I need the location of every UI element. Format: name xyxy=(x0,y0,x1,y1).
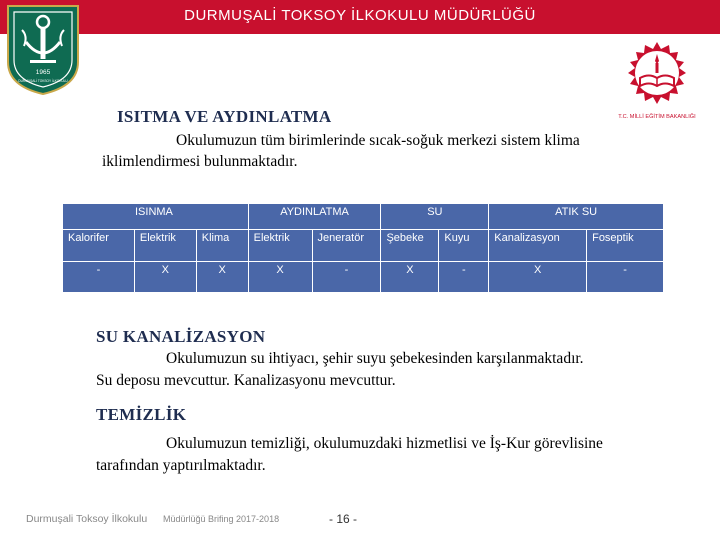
subheader-cell: Kuyu xyxy=(439,230,489,262)
heating-heading: ISITMA VE AYDINLATMA xyxy=(117,107,332,126)
water-text-line2: Su deposu mevcuttur. Kanalizasyonu mevcuttur. xyxy=(96,372,396,389)
water-heading: SU KANALİZASYON xyxy=(96,327,266,346)
subheader-cell: Şebeke xyxy=(381,230,439,262)
school-emblem-icon xyxy=(4,2,82,96)
subheader-cell: Kanalizasyon xyxy=(489,230,587,262)
emblem-caption-right: T.C. MİLLİ EĞİTİM BAKANLIĞI xyxy=(618,114,696,120)
cleaning-heading: TEMİZLİK xyxy=(96,405,187,424)
table-group-row xyxy=(63,204,664,230)
group-lighting: AYDINLATMA xyxy=(248,204,381,230)
heating-text-line2: iklimlendirmesi bulunmaktadır. xyxy=(102,153,298,170)
subheader-cell: Foseptik xyxy=(587,230,664,262)
group-heating: ISINMA xyxy=(63,204,249,230)
cleaning-text-line1: Okulumuzun temizliği, okulumuzdaki hizmetlisi ve İş-Kur görevlisine xyxy=(166,435,603,452)
meb-emblem-icon xyxy=(612,40,702,128)
value-cell: X xyxy=(248,262,312,293)
emblem-year: 1965 xyxy=(35,69,51,76)
value-cell: X xyxy=(489,262,587,293)
page-title: DURMUŞALİ TOKSOY İLKOKULU MÜDÜRLÜĞÜ xyxy=(184,7,536,24)
value-cell: - xyxy=(312,262,381,293)
group-water: SU xyxy=(381,204,489,230)
cleaning-text-line2: tarafından yaptırılmaktadır. xyxy=(96,457,266,474)
table-subheader-row xyxy=(63,230,664,262)
subheader-cell: Jeneratör xyxy=(312,230,381,262)
emblem-caption: DURMUŞALİ TOKSOY İLKOKULU xyxy=(18,79,68,83)
subheader-cell: Elektrik xyxy=(248,230,312,262)
table-row xyxy=(63,262,664,293)
water-text-line1: Okulumuzun su ihtiyacı, şehir suyu şebekesinden karşılanmaktadır. xyxy=(166,350,584,367)
group-wastewater: ATIK SU xyxy=(489,204,664,230)
infrastructure-table xyxy=(62,203,664,293)
value-cell: X xyxy=(196,262,248,293)
value-cell: - xyxy=(63,262,135,293)
value-cell: X xyxy=(381,262,439,293)
page-number: - 16 - xyxy=(329,512,358,526)
subheader-cell: Kalorifer xyxy=(63,230,135,262)
value-cell: - xyxy=(587,262,664,293)
value-cell: X xyxy=(134,262,196,293)
footer-briefing: Müdürlüğü Brifing 2017-2018 xyxy=(163,514,280,524)
heating-text-line1: Okulumuzun tüm birimlerinde sıcak-soğuk merkezi sistem klima xyxy=(176,132,580,149)
value-cell: - xyxy=(439,262,489,293)
footer-school: Durmuşali Toksoy İlkokulu xyxy=(26,513,148,525)
subheader-cell: Elektrik xyxy=(134,230,196,262)
subheader-cell: Klima xyxy=(196,230,248,262)
